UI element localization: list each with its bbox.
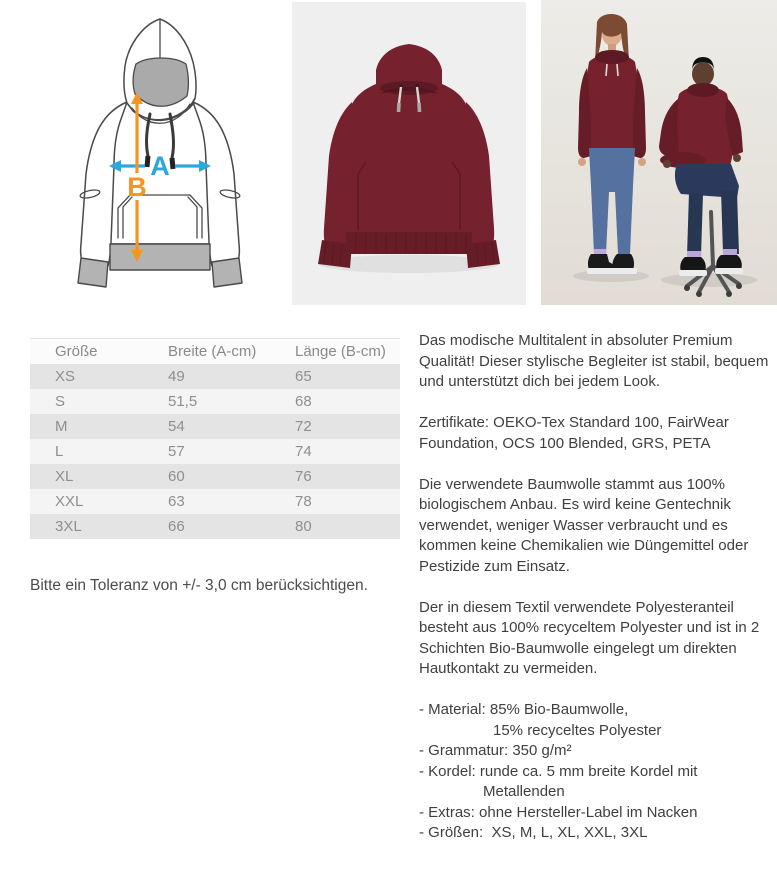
models-illustration bbox=[541, 0, 777, 305]
description-paragraph: Zertifikate: OEKO-Tex Standard 100, FairWear Foundation, OCS 100 Blended, GRS, PETA bbox=[419, 414, 729, 452]
spec-material: - Material: 85% Bio-Baumwolle, bbox=[419, 701, 629, 718]
length-cell: 68 bbox=[295, 393, 312, 410]
size-row bbox=[30, 464, 400, 489]
specs-list bbox=[419, 700, 777, 844]
size-cell: 3XL bbox=[55, 518, 82, 535]
tolerance-note: Bitte ein Toleranz von +/- 3,0 cm berücksichtigen. bbox=[30, 577, 368, 594]
length-cell: 76 bbox=[295, 468, 312, 485]
description-paragraph: Der in diesem Textil verwendete Polyesteranteil besteht aus 100% recyceltem Polyester und ist in 2 Schichten Bio-Baumwolle eingelegt um direkten Hautkontakt zu vermeiden. bbox=[419, 598, 760, 677]
length-label: B bbox=[127, 172, 147, 202]
sketch-right-cuff bbox=[212, 258, 242, 287]
width-cell: 51,5 bbox=[168, 393, 198, 410]
spec-kordel: - Kordel: runde ca. 5 mm breite Kordel mit bbox=[419, 762, 698, 780]
size-row bbox=[30, 389, 400, 414]
size-row bbox=[30, 514, 400, 539]
description-paragraph: Das modische Multitalent in absoluter Premium Qualität! Dieser stylische Begleiter ist stabil, bequem und unterstützt dich bei jedem Look. bbox=[419, 332, 769, 390]
header-length: Länge (B-cm) bbox=[295, 343, 386, 360]
width-cell: 60 bbox=[168, 468, 185, 485]
size-row bbox=[30, 414, 400, 439]
length-cell: 74 bbox=[295, 443, 312, 460]
width-cell: 57 bbox=[168, 443, 185, 460]
length-cell: 72 bbox=[295, 418, 312, 435]
sketch-hood-lining bbox=[133, 58, 188, 106]
size-table-header-row bbox=[30, 339, 400, 365]
size-cell: XXL bbox=[55, 493, 84, 510]
size-cell: XS bbox=[55, 368, 76, 385]
width-cell: 49 bbox=[168, 368, 185, 385]
sketch-hem bbox=[110, 244, 210, 270]
size-table bbox=[30, 338, 400, 539]
product-photo-image[interactable] bbox=[292, 2, 526, 305]
spec-grammatur: - Grammatur: 350 g/m² bbox=[419, 742, 572, 759]
burgundy-hoodie-icon bbox=[292, 2, 526, 305]
size-diagram-image[interactable] bbox=[38, 6, 282, 306]
width-cell: 63 bbox=[168, 493, 185, 510]
length-cell: 78 bbox=[295, 493, 312, 510]
size-row bbox=[30, 439, 400, 464]
size-cell: XL bbox=[55, 468, 74, 485]
width-cell: 66 bbox=[168, 518, 185, 535]
width-label: A bbox=[150, 151, 170, 181]
models-photo-image[interactable] bbox=[541, 0, 777, 305]
spec-material-2: 15% recyceltes Polyester bbox=[493, 721, 662, 739]
spec-extras: - Extras: ohne Hersteller-Label im Nacken bbox=[419, 803, 698, 821]
size-cell: L bbox=[55, 443, 64, 460]
width-cell: 54 bbox=[168, 418, 185, 435]
length-cell: 65 bbox=[295, 368, 312, 385]
product-description bbox=[419, 331, 777, 844]
size-row bbox=[30, 364, 400, 389]
header-width: Breite (A-cm) bbox=[168, 343, 257, 360]
header-size: Größe bbox=[55, 343, 98, 360]
spec-kordel-2: Metallenden bbox=[483, 783, 565, 800]
size-cell: S bbox=[55, 393, 66, 410]
length-cell: 80 bbox=[295, 518, 312, 535]
hoodie-sketch-icon bbox=[38, 6, 282, 306]
description-paragraph: Die verwendete Baumwolle stammt aus 100% biologischem Anbau. Es wird keine Gentechnik verwendet, weniger Wasser verbraucht und es kommen keine Chemikalien wie Düngemittel oder Pestizide zum Einsatz. bbox=[419, 475, 749, 575]
size-cell: M bbox=[55, 418, 68, 435]
size-row bbox=[30, 489, 400, 514]
sketch-left-cuff bbox=[78, 258, 108, 287]
spec-groessen: - Größen: XS, M, L, XL, XXL, 3XL bbox=[419, 824, 648, 841]
